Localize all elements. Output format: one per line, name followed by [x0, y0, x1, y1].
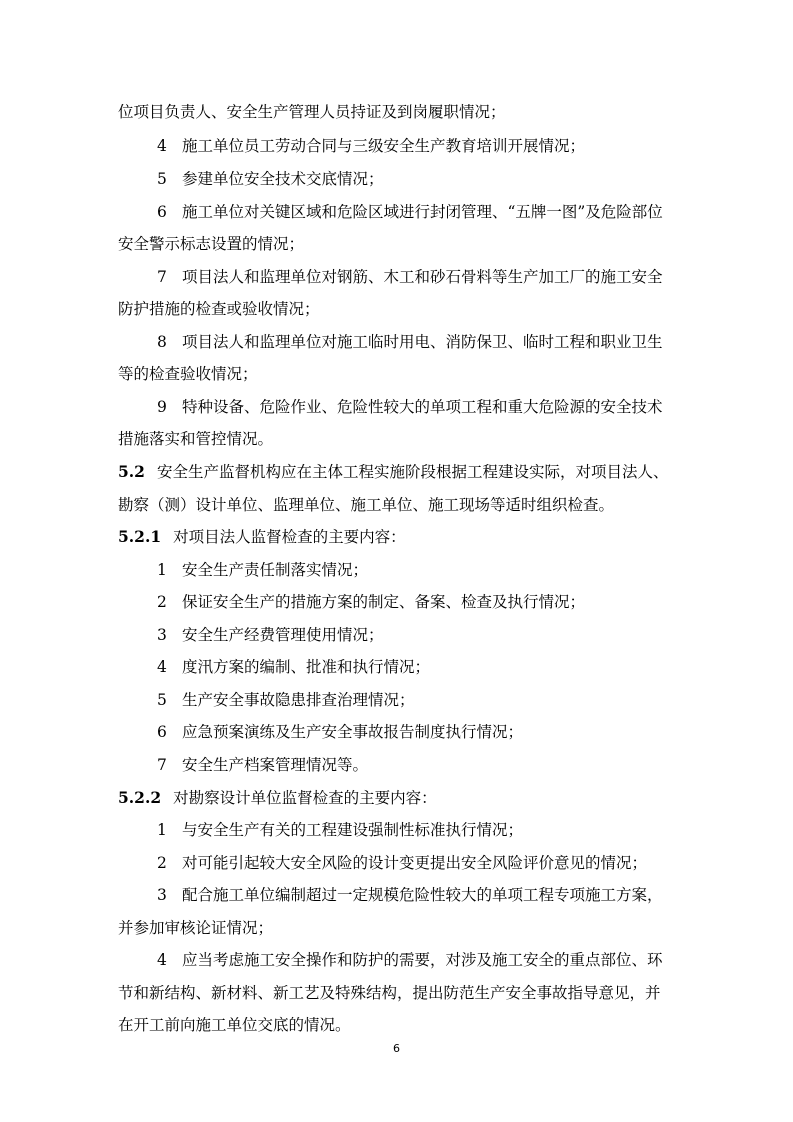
item-number: 4	[157, 658, 167, 676]
item-text: 应当考虑施工安全操作和防护的需要，对涉及施工安全的重点部位、环	[181, 951, 663, 969]
list-item	[157, 755, 368, 775]
item-number: 4	[157, 137, 167, 155]
item-text: 施工单位对关键区域和危险区域进行封闭管理、“五牌一图”及危险部位	[181, 203, 663, 221]
item-number: 6	[157, 723, 167, 741]
section-heading	[118, 788, 437, 808]
line-text: 在开工前向施工单位交底的情况。	[118, 1016, 351, 1034]
item-text: 特种设备、危险作业、危险性较大的单项工程和重大危险源的安全技术	[181, 398, 663, 416]
line-text: 勘察（测）设计单位、监理单位、施工单位、施工现场等适时组织检查。	[118, 496, 615, 514]
list-item	[157, 136, 585, 156]
list-item	[157, 657, 430, 677]
section-text: 安全生产监督机构应在主体工程实施阶段根据工程建设实际，对项目法人、	[156, 463, 669, 481]
list-item	[157, 397, 662, 417]
text-line	[118, 102, 506, 122]
section-heading	[118, 462, 668, 482]
item-text: 与安全生产有关的工程建设强制性标准执行情况；	[181, 821, 523, 839]
item-text: 安全生产档案管理情况等。	[181, 756, 368, 774]
text-line	[118, 364, 258, 384]
line-text: 安全警示标志设置的情况；	[118, 235, 305, 253]
item-number: 2	[157, 593, 167, 611]
item-number: 6	[157, 203, 167, 221]
list-item	[157, 853, 647, 873]
item-text: 安全生产经费管理使用情况；	[181, 626, 384, 644]
line-text: 节和新结构、新材料、新工艺及特殊结构，提出防范生产安全事故指导意见，并	[118, 984, 661, 1002]
line-text: 防护措施的检查或验收情况；	[118, 300, 320, 318]
page-number: 6	[393, 1042, 400, 1055]
item-number: 9	[157, 398, 167, 416]
section-text: 对勘察设计单位监督检查的主要内容：	[173, 789, 437, 807]
item-text: 应急预案演练及生产安全事故报告制度执行情况；	[181, 723, 523, 741]
section-text: 对项目法人监督检查的主要内容：	[173, 528, 406, 546]
list-item	[157, 950, 662, 970]
list-item	[157, 560, 368, 580]
text-line	[118, 495, 614, 515]
line-text: 措施落实和管控情况。	[118, 430, 274, 448]
item-text: 项目法人和监理单位对钢筋、木工和砂石骨料等生产加工厂的施工安全	[181, 268, 663, 286]
item-number: 2	[157, 854, 167, 872]
item-number: 4	[157, 951, 167, 969]
item-text: 保证安全生产的措施方案的制定、备案、检查及执行情况；	[181, 593, 585, 611]
text-line	[118, 983, 661, 1003]
list-item	[157, 202, 663, 222]
item-text: 对可能引起较大安全风险的设计变更提出安全风险评价意见的情况；	[181, 854, 647, 872]
section-number: 5.2	[118, 462, 145, 481]
line-text: 等的检查验收情况；	[118, 365, 258, 383]
list-item	[157, 267, 662, 287]
list-item	[157, 885, 662, 905]
item-text: 安全生产责任制落实情况；	[181, 561, 368, 579]
list-item	[157, 169, 383, 189]
item-number: 5	[157, 170, 167, 188]
item-number: 3	[157, 886, 167, 904]
item-number: 7	[157, 268, 167, 286]
text-line	[118, 1015, 351, 1035]
text-line	[118, 429, 273, 449]
item-number: 1	[157, 821, 167, 839]
text-line	[118, 918, 273, 938]
text-line	[118, 234, 304, 254]
list-item	[157, 332, 662, 352]
text-line	[118, 299, 320, 319]
item-text: 施工单位员工劳动合同与三级安全生产教育培训开展情况；	[181, 137, 585, 155]
item-number: 8	[157, 333, 167, 351]
section-number: 5.2.1	[118, 527, 162, 546]
line-text: 并参加审核论证情况；	[118, 919, 274, 937]
list-item	[157, 592, 585, 612]
list-item	[157, 625, 383, 645]
item-text: 参建单位安全技术交底情况；	[181, 170, 384, 188]
item-number: 3	[157, 626, 167, 644]
list-item	[157, 690, 414, 710]
list-item	[157, 722, 523, 742]
item-number: 7	[157, 756, 167, 774]
item-text: 度汛方案的编制、批准和执行情况；	[181, 658, 430, 676]
item-text: 生产安全事故隐患排查治理情况；	[181, 691, 415, 709]
item-number: 1	[157, 561, 167, 579]
item-number: 5	[157, 691, 167, 709]
section-number: 5.2.2	[118, 788, 162, 807]
list-item	[157, 820, 523, 840]
item-text: 配合施工单位编制超过一定规模危险性较大的单项工程专项施工方案，	[181, 886, 663, 904]
item-text: 项目法人和监理单位对施工临时用电、消防保卫、临时工程和职业卫生	[181, 333, 663, 351]
line-text: 位项目负责人、安全生产管理人员持证及到岗履职情况；	[118, 103, 506, 121]
section-heading	[118, 527, 406, 547]
